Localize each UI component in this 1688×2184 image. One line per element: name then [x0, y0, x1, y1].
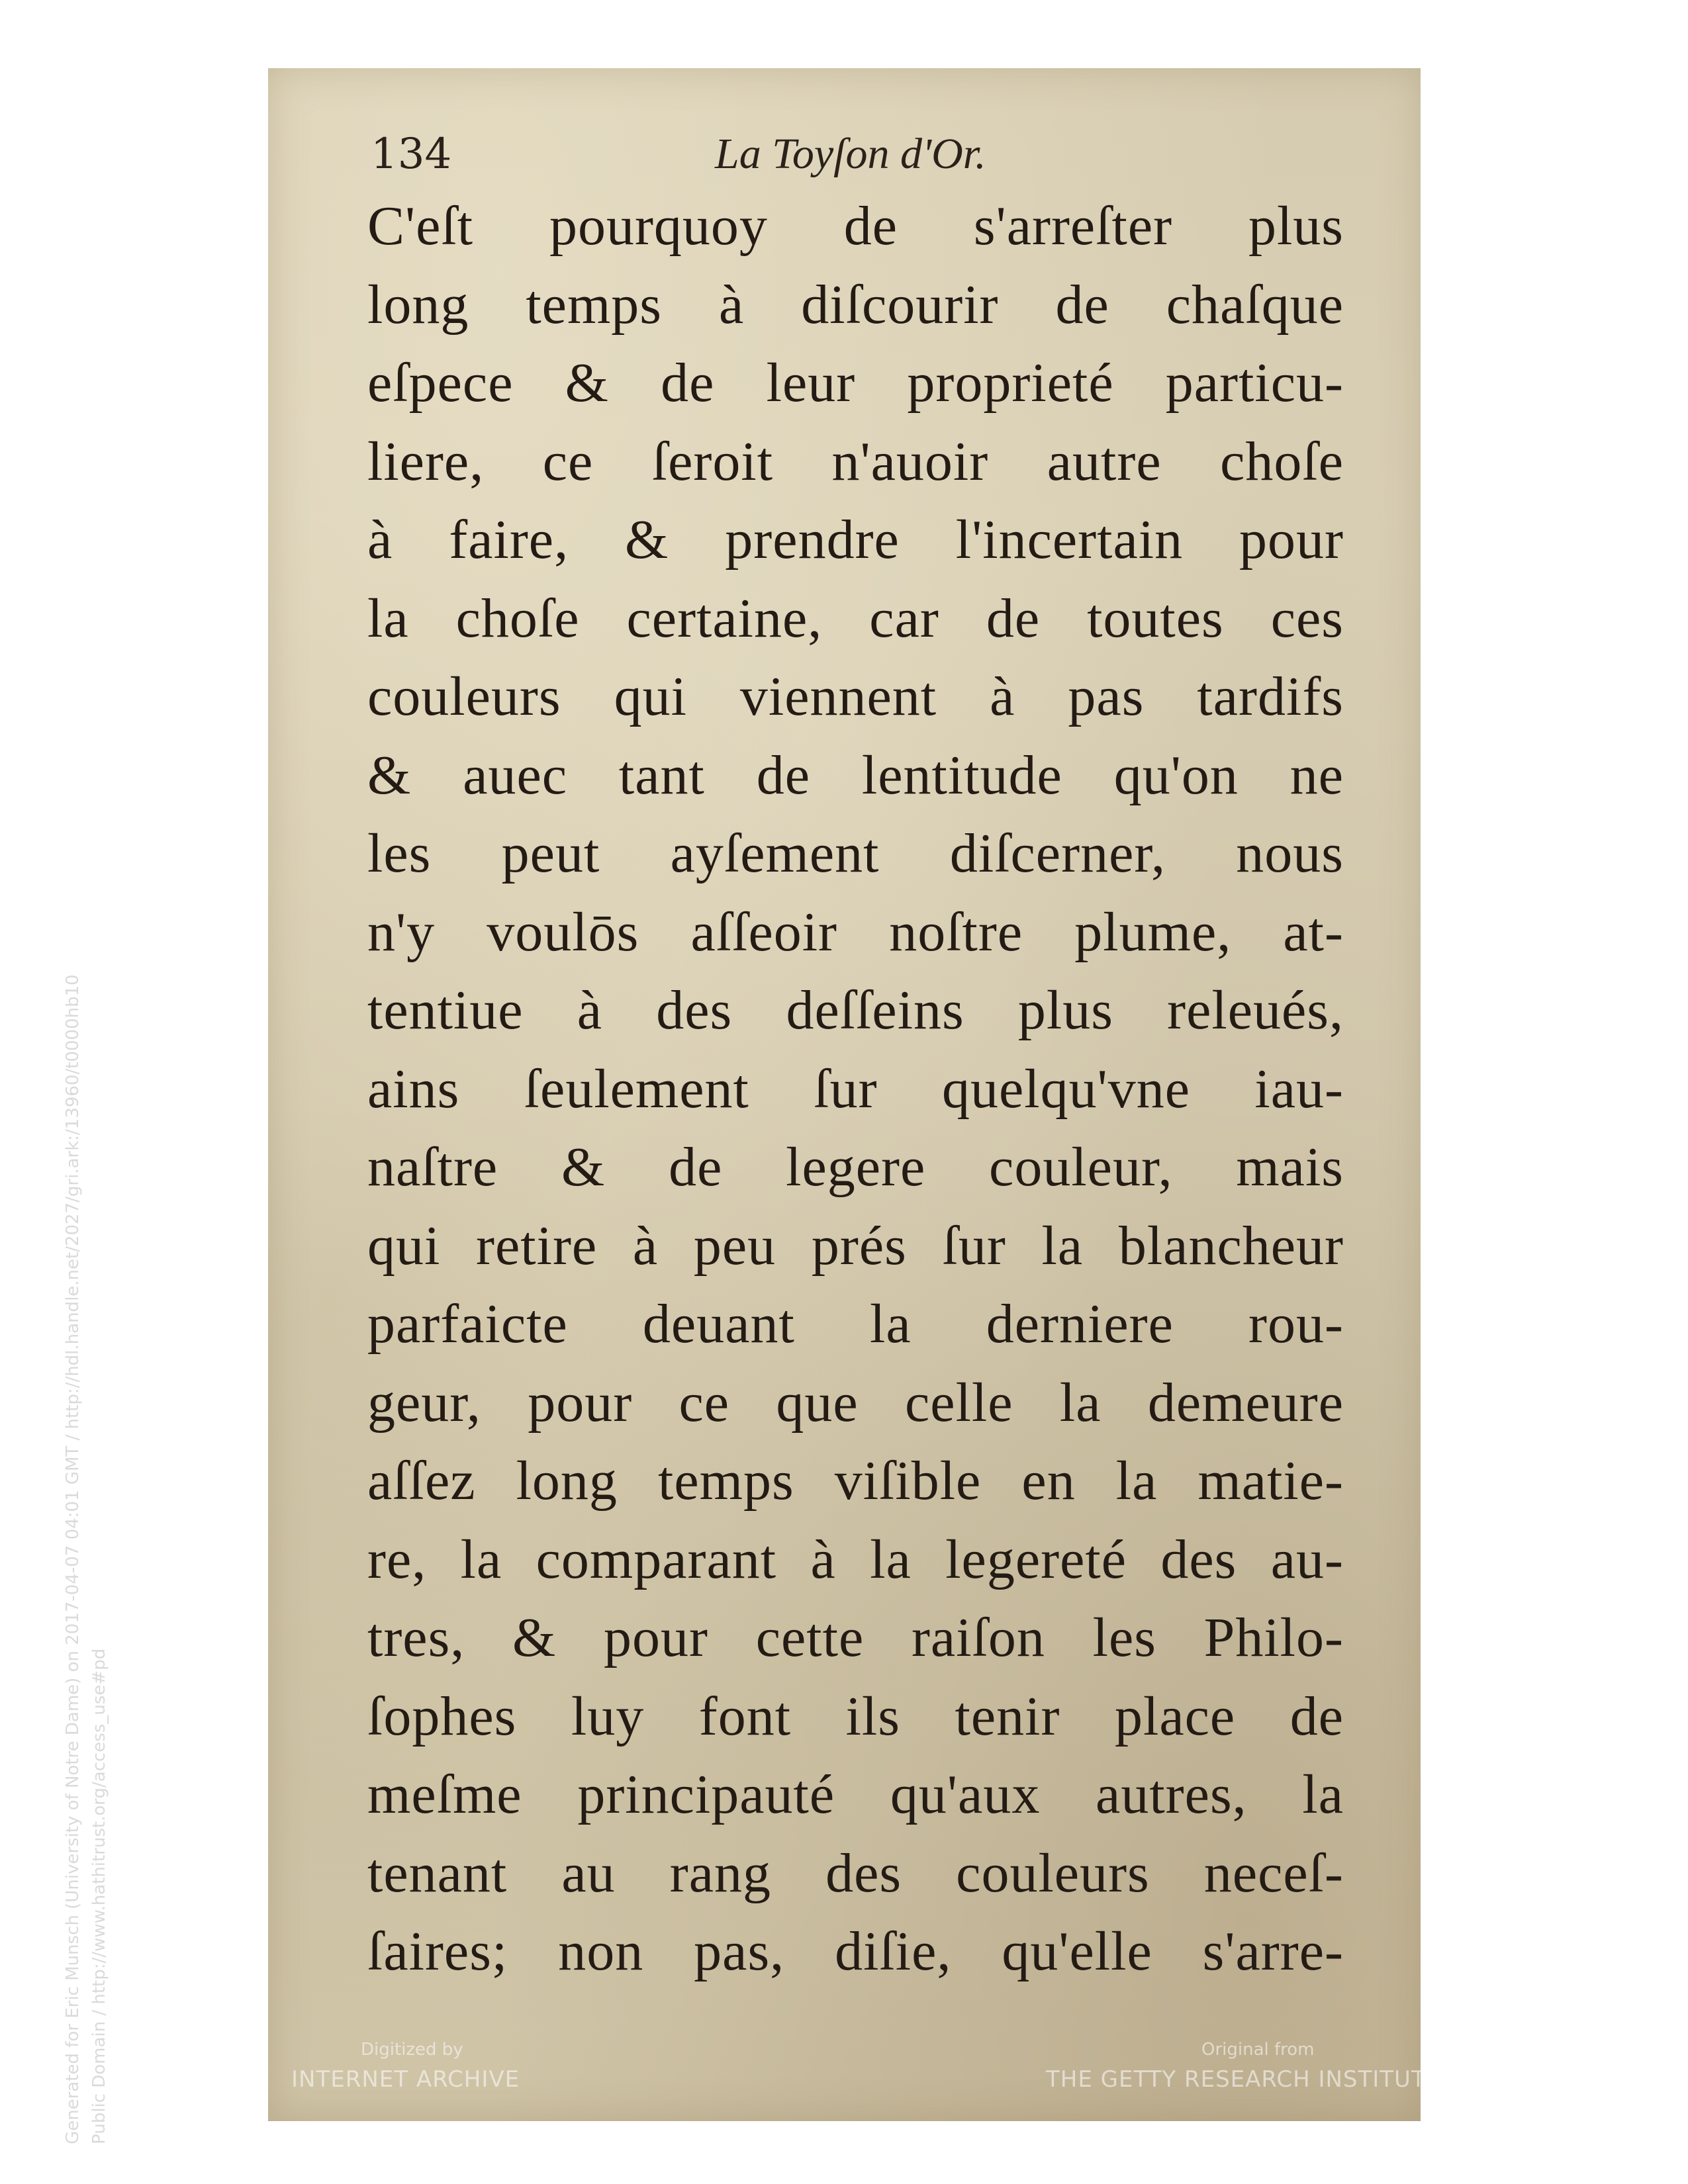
text-line: ſaires; non pas, diſie, qu'elle s'arre- — [367, 1921, 1344, 1982]
text-line: naſtre & de legere couleur, mais — [367, 1136, 1344, 1198]
text-line: n'y voulōs aſſeoir noſtre plume, at- — [367, 901, 1344, 963]
text-line: ains ſeulement ſur quelqu'vne iau- — [367, 1058, 1344, 1120]
digitized-by-label: Digitized by — [361, 2040, 463, 2060]
text-line: qui retire à peu prés ſur la blancheur — [367, 1214, 1344, 1277]
text-line: la choſe certaine, car de toutes ces — [367, 587, 1344, 649]
text-line: couleurs qui viennent à pas tardifs — [367, 666, 1344, 727]
text-line: eſpece & de leur proprieté particu- — [367, 352, 1344, 414]
text-line: meſme principauté qu'aux autres, la — [367, 1764, 1344, 1825]
text-line: tres, & pour cette raiſon les Philo- — [367, 1607, 1344, 1668]
text-line: ſophes luy font ils tenir place de — [367, 1685, 1344, 1747]
scanned-book-page — [268, 68, 1421, 2121]
text-line: à faire, & prendre l'incertain pour — [367, 509, 1344, 570]
body-text — [367, 187, 1344, 1991]
watermark-line-rights: Public Domain / http://www.hathitrust.org/access_use#pd — [89, 1648, 109, 2144]
text-line: liere, ce ſeroit n'auoir autre choſe — [367, 430, 1344, 492]
text-line: C'eſt pourquoy de s'arreſter plus — [367, 195, 1344, 257]
text-line: tentiue à des deſſeins plus releués, — [367, 979, 1344, 1041]
getty-research-institute-label: THE GETTY RESEARCH INSTITUTE — [1046, 2066, 1441, 2093]
text-line: parfaicte deuant la derniere rou- — [367, 1293, 1344, 1355]
text-line: tenant au rang des couleurs neceſ- — [367, 1842, 1344, 1904]
text-line: long temps à diſcourir de chaſque — [367, 273, 1344, 336]
original-from-label: Original from — [1201, 2040, 1315, 2060]
running-title: La Toyſon d'Or. — [715, 130, 986, 178]
text-line: re, la comparant à la legereté des au- — [367, 1528, 1344, 1590]
text-line: & auec tant de lentitude qu'on ne — [367, 744, 1344, 806]
text-line: geur, pour ce que celle la demeure — [367, 1371, 1344, 1433]
watermark-line-generated: Generated for Eric Munsch (University of Notre Dame) on 2017-04-07 04:01 GMT / http://hdl.handle.net/2027/gri.ark:/13960/t0000hb10 — [63, 974, 83, 2144]
page-number: 134 — [371, 130, 452, 179]
hathitrust-watermark — [60, 821, 113, 2144]
text-line: les peut ayſement diſcerner, nous — [367, 823, 1344, 884]
text-line: aſſez long temps viſible en la matie- — [367, 1450, 1344, 1512]
internet-archive-label: INTERNET ARCHIVE — [291, 2066, 520, 2093]
